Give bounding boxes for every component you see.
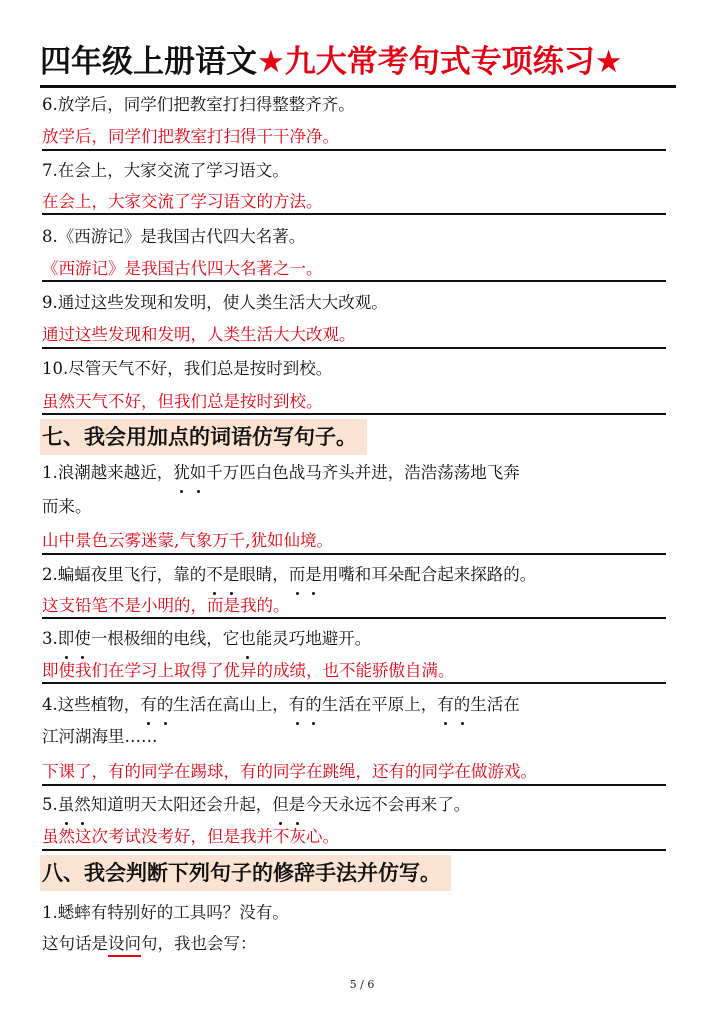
text: 生活在: [470, 695, 520, 714]
text: 能灵巧地避开。: [255, 629, 372, 648]
s7-answer-1: 山中景色云雾迷蒙,气象万千,犹如仙境。: [42, 531, 333, 550]
question-8: 8.《西游记》是我国古代四大名著。: [42, 227, 306, 246]
text: 知道明天太阳还会升起，: [90, 795, 273, 814]
text: 一根极细的电线，它: [90, 629, 240, 648]
answer-rule: [42, 682, 666, 684]
question-7: 7.在会上，大家交流了学习语文。: [42, 161, 289, 180]
answer-8: 《西游记》是我国古代四大名著之一。: [42, 259, 323, 278]
s7-question-1-line2: 而来。: [42, 497, 92, 516]
emphasis-char: 但: [272, 792, 289, 818]
text: 这句话是: [42, 934, 108, 953]
question-6: 6.放学后，同学们把教室打扫得整整齐齐。: [42, 95, 355, 114]
answer-6: 放学后，同学们把教室打扫得干干净净。: [42, 127, 339, 146]
text: 生活在高山上，: [173, 695, 289, 714]
emphasis-char: 而: [289, 562, 306, 588]
s7-question-4-line2: 江河湖海里……: [42, 727, 158, 746]
emphasis-char: 然: [74, 792, 91, 818]
text: 1.浪潮越来越近，: [42, 463, 174, 482]
section-8-heading: 八、我会判断下列句子的修辞手法并仿写。: [40, 855, 451, 891]
answer-underlined: 设问: [108, 933, 141, 957]
emphasis-char: 是: [289, 792, 306, 818]
emphasis-char: 虽: [58, 792, 75, 818]
answer-10: 虽然天气不好，但我们总是按时到校。: [42, 392, 323, 411]
text: 千万匹白色战马齐头并进，浩浩荡荡地飞奔: [206, 463, 520, 482]
emphasis-char: 使: [74, 626, 91, 652]
text: 眼睛，: [239, 565, 289, 584]
text: 今天永远不会再来了。: [305, 795, 471, 814]
s7-question-1-line1: [42, 460, 520, 486]
emphasis-char: 有: [437, 692, 454, 718]
answer-rule: [42, 280, 666, 282]
text: 3.: [42, 629, 58, 648]
text: 生活在平原上，: [321, 695, 438, 714]
s7-answer-2: 这支铅笔不是小明的，而是我的。: [42, 596, 290, 615]
answer-rule: [42, 849, 666, 851]
title-highlight: 九大常考句式专项练习: [284, 44, 595, 80]
answer-rule: [42, 213, 666, 215]
star-left-icon: ★: [257, 44, 285, 80]
text: 2.蝙蝠夜里飞行，靠的: [42, 565, 207, 584]
s7-question-3: [42, 626, 371, 652]
text: 句，我也会写：: [141, 934, 257, 953]
s7-question-2: [42, 562, 536, 588]
text: 5.: [42, 795, 58, 814]
star-right-icon: ★: [594, 44, 623, 80]
s7-question-4-line1: [42, 692, 520, 718]
s7-answer-3: 即使我们在学习上取得了优异的成绩，也不能骄傲自满。: [42, 661, 455, 680]
emphasis-char: 的: [454, 692, 471, 718]
emphasis-char: 的: [157, 692, 174, 718]
emphasis-char: 也: [239, 626, 256, 652]
page-number: 5 / 6: [349, 978, 375, 991]
answer-rule: [42, 413, 666, 415]
page-title: [40, 40, 623, 84]
answer-rule: [42, 149, 666, 151]
emphasis-char: 的: [305, 692, 322, 718]
s8-line-2: [42, 931, 257, 957]
s7-answer-5: 虽然这次考试没考好，但是我并不灰心。: [42, 827, 339, 846]
title-main: 四年级上册语文: [40, 44, 257, 80]
answer-9: 通过这些发现和发明，人类生活大大改观。: [42, 325, 356, 344]
answer-rule: [42, 617, 666, 619]
answer-rule: [42, 347, 666, 349]
question-9: 9.通过这些发现和发明，使人类生活大大改观。: [42, 293, 388, 312]
question-10: 10.尽管天气不好，我们总是按时到校。: [42, 359, 333, 378]
title-underline: [40, 85, 676, 88]
answer-rule: [42, 553, 666, 555]
answer-rule: [42, 784, 666, 786]
section-7-heading: 七、我会用加点的词语仿写句子。: [40, 419, 367, 455]
emphasis-char: 犹: [173, 460, 190, 486]
text: 4.这些植物，: [42, 695, 141, 714]
emphasis-char: 即: [58, 626, 75, 652]
emphasis-char: 是: [305, 562, 322, 588]
s7-question-5: [42, 792, 470, 818]
s7-answer-4: 下课了，有的同学在踢球，有的同学在跳绳，还有的同学在做游戏。: [42, 762, 537, 781]
s8-question-1: 1.蟋蟀有特别好的工具吗？没有。: [42, 903, 289, 922]
emphasis-char: 有: [289, 692, 306, 718]
answer-7: 在会上，大家交流了学习语文的方法。: [42, 192, 323, 211]
emphasis-char: 有: [140, 692, 157, 718]
text: 用嘴和耳朵配合起来探路的。: [321, 565, 537, 584]
emphasis-char: 不: [206, 562, 223, 588]
emphasis-char: 是: [223, 562, 240, 588]
emphasis-char: 如: [190, 460, 207, 486]
